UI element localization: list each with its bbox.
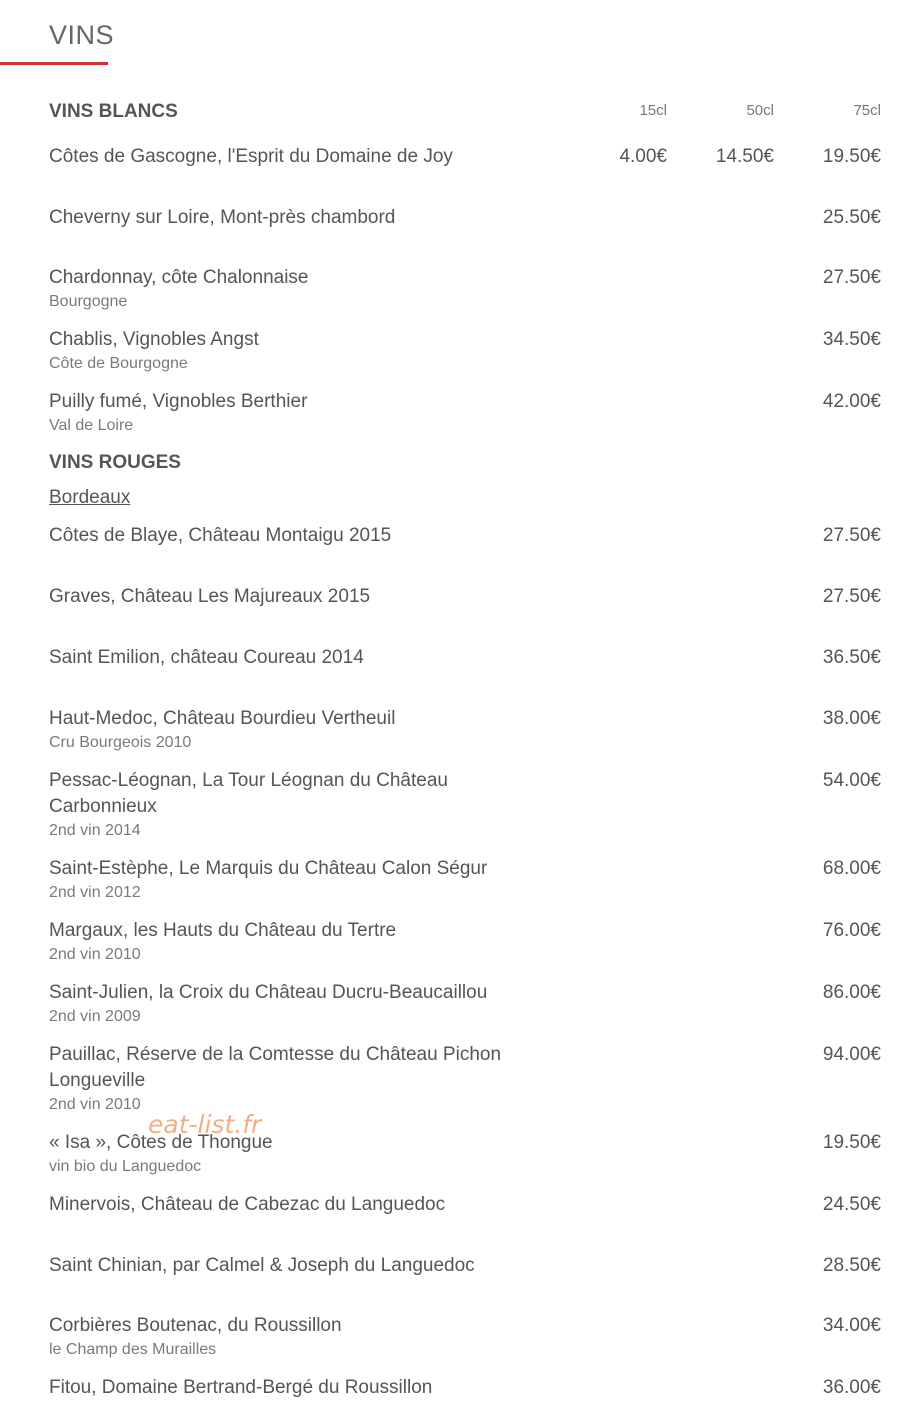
column-header-75cl: 75cl — [853, 102, 881, 119]
wine-region: 2nd vin 2009 — [49, 1008, 141, 1025]
wine-item — [49, 389, 881, 437]
wine-name: Saint-Estèphe, Le Marquis du Château Calon Ségur — [49, 858, 488, 879]
section-heading-blancs: VINS BLANCS — [49, 101, 178, 122]
wine-name: Saint Chinian, par Calmel & Joseph du Languedoc — [49, 1255, 475, 1276]
wine-name: Puilly fumé, Vignobles Berthier — [49, 391, 308, 412]
price-75cl: 76.00€ — [822, 920, 881, 941]
price-75cl: 19.50€ — [822, 146, 881, 167]
wine-region: vin bio du Languedoc — [49, 1158, 202, 1175]
price-75cl: 36.00€ — [822, 1377, 881, 1398]
wine-name: Minervois, Château de Cabezac du Languedoc — [49, 1194, 446, 1215]
wine-region: 2nd vin 2010 — [49, 1096, 141, 1113]
page-title: VINS — [49, 20, 115, 50]
price-75cl: 94.00€ — [822, 1044, 881, 1065]
price-75cl: 27.50€ — [822, 267, 881, 288]
wine-item — [49, 1375, 881, 1401]
wine-name: Cheverny sur Loire, Mont-près chambord — [49, 207, 396, 228]
wine-item — [49, 1313, 881, 1361]
price-75cl: 19.50€ — [822, 1132, 881, 1153]
wine-name: Chablis, Vignobles Angst — [49, 329, 259, 350]
price-75cl: 54.00€ — [822, 770, 881, 791]
wine-item — [49, 768, 881, 842]
wine-name: Chardonnay, côte Chalonnaise — [49, 267, 309, 288]
wine-name: Graves, Château Les Majureaux 2015 — [49, 586, 371, 607]
wine-item — [49, 706, 881, 754]
price-75cl: 25.50€ — [822, 207, 881, 228]
wine-name: Saint Emilion, château Coureau 2014 — [49, 647, 364, 668]
wine-name: « Isa », Côtes de Thongue — [49, 1132, 273, 1153]
wine-name: Pauillac, Réserve de la Comtesse du Château Pichon Longueville — [49, 1044, 502, 1091]
wine-name: Côtes de Blaye, Château Montaigu 2015 — [49, 525, 392, 546]
wine-item — [49, 523, 881, 549]
wine-item — [49, 918, 881, 966]
wine-item — [49, 645, 881, 671]
price-75cl: 27.50€ — [822, 586, 881, 607]
wine-item — [49, 584, 881, 610]
price-75cl: 24.50€ — [822, 1194, 881, 1215]
wine-item — [49, 1042, 881, 1116]
price-75cl: 34.00€ — [822, 1315, 881, 1336]
wine-region: Cru Bourgeois 2010 — [49, 734, 192, 751]
wine-region: Val de Loire — [49, 417, 134, 434]
wine-item — [49, 265, 881, 313]
wine-region: 2nd vin 2014 — [49, 822, 141, 839]
price-75cl: 27.50€ — [822, 525, 881, 546]
wine-name: Côtes de Gascogne, l'Esprit du Domaine de Joy — [49, 146, 453, 167]
wine-name: Margaux, les Hauts du Château du Tertre — [49, 920, 397, 941]
wine-item — [49, 980, 881, 1028]
title-underline — [0, 62, 108, 65]
watermark: eat-list.fr — [148, 1110, 262, 1139]
wine-region: 2nd vin 2012 — [49, 884, 141, 901]
wine-name: Pessac-Léognan, La Tour Léognan du Château Carbonnieux — [49, 770, 448, 817]
price-75cl: 68.00€ — [822, 858, 881, 879]
wine-region: Côte de Bourgogne — [49, 355, 188, 372]
wine-item — [49, 327, 881, 375]
column-header-50cl: 50cl — [746, 102, 774, 119]
section-heading-rouges: VINS ROUGES — [49, 452, 181, 473]
wine-name: Corbières Boutenac, du Roussillon — [49, 1315, 342, 1336]
price-75cl: 42.00€ — [822, 391, 881, 412]
wine-name: Fitou, Domaine Bertrand-Bergé du Roussillon — [49, 1377, 433, 1398]
wine-name: Saint-Julien, la Croix du Château Ducru-Beaucaillou — [49, 982, 488, 1003]
wine-item — [49, 1192, 881, 1218]
price-75cl: 86.00€ — [822, 982, 881, 1003]
subsection-bordeaux: Bordeaux — [49, 487, 131, 508]
wine-region: Bourgogne — [49, 293, 128, 310]
price-75cl: 38.00€ — [822, 708, 881, 729]
price-75cl: 28.50€ — [822, 1255, 881, 1276]
wine-item — [49, 856, 881, 904]
wine-region: le Champ des Murailles — [49, 1341, 217, 1358]
wine-item — [49, 1253, 881, 1279]
wine-name: Haut-Medoc, Château Bourdieu Vertheuil — [49, 708, 396, 729]
price-15cl: 4.00€ — [619, 146, 667, 167]
wine-region: 2nd vin 2010 — [49, 946, 141, 963]
column-header-15cl: 15cl — [639, 102, 667, 119]
price-75cl: 36.50€ — [822, 647, 881, 668]
wine-item — [49, 205, 881, 231]
price-50cl: 14.50€ — [715, 146, 774, 167]
price-75cl: 34.50€ — [822, 329, 881, 350]
wine-item — [49, 144, 881, 170]
